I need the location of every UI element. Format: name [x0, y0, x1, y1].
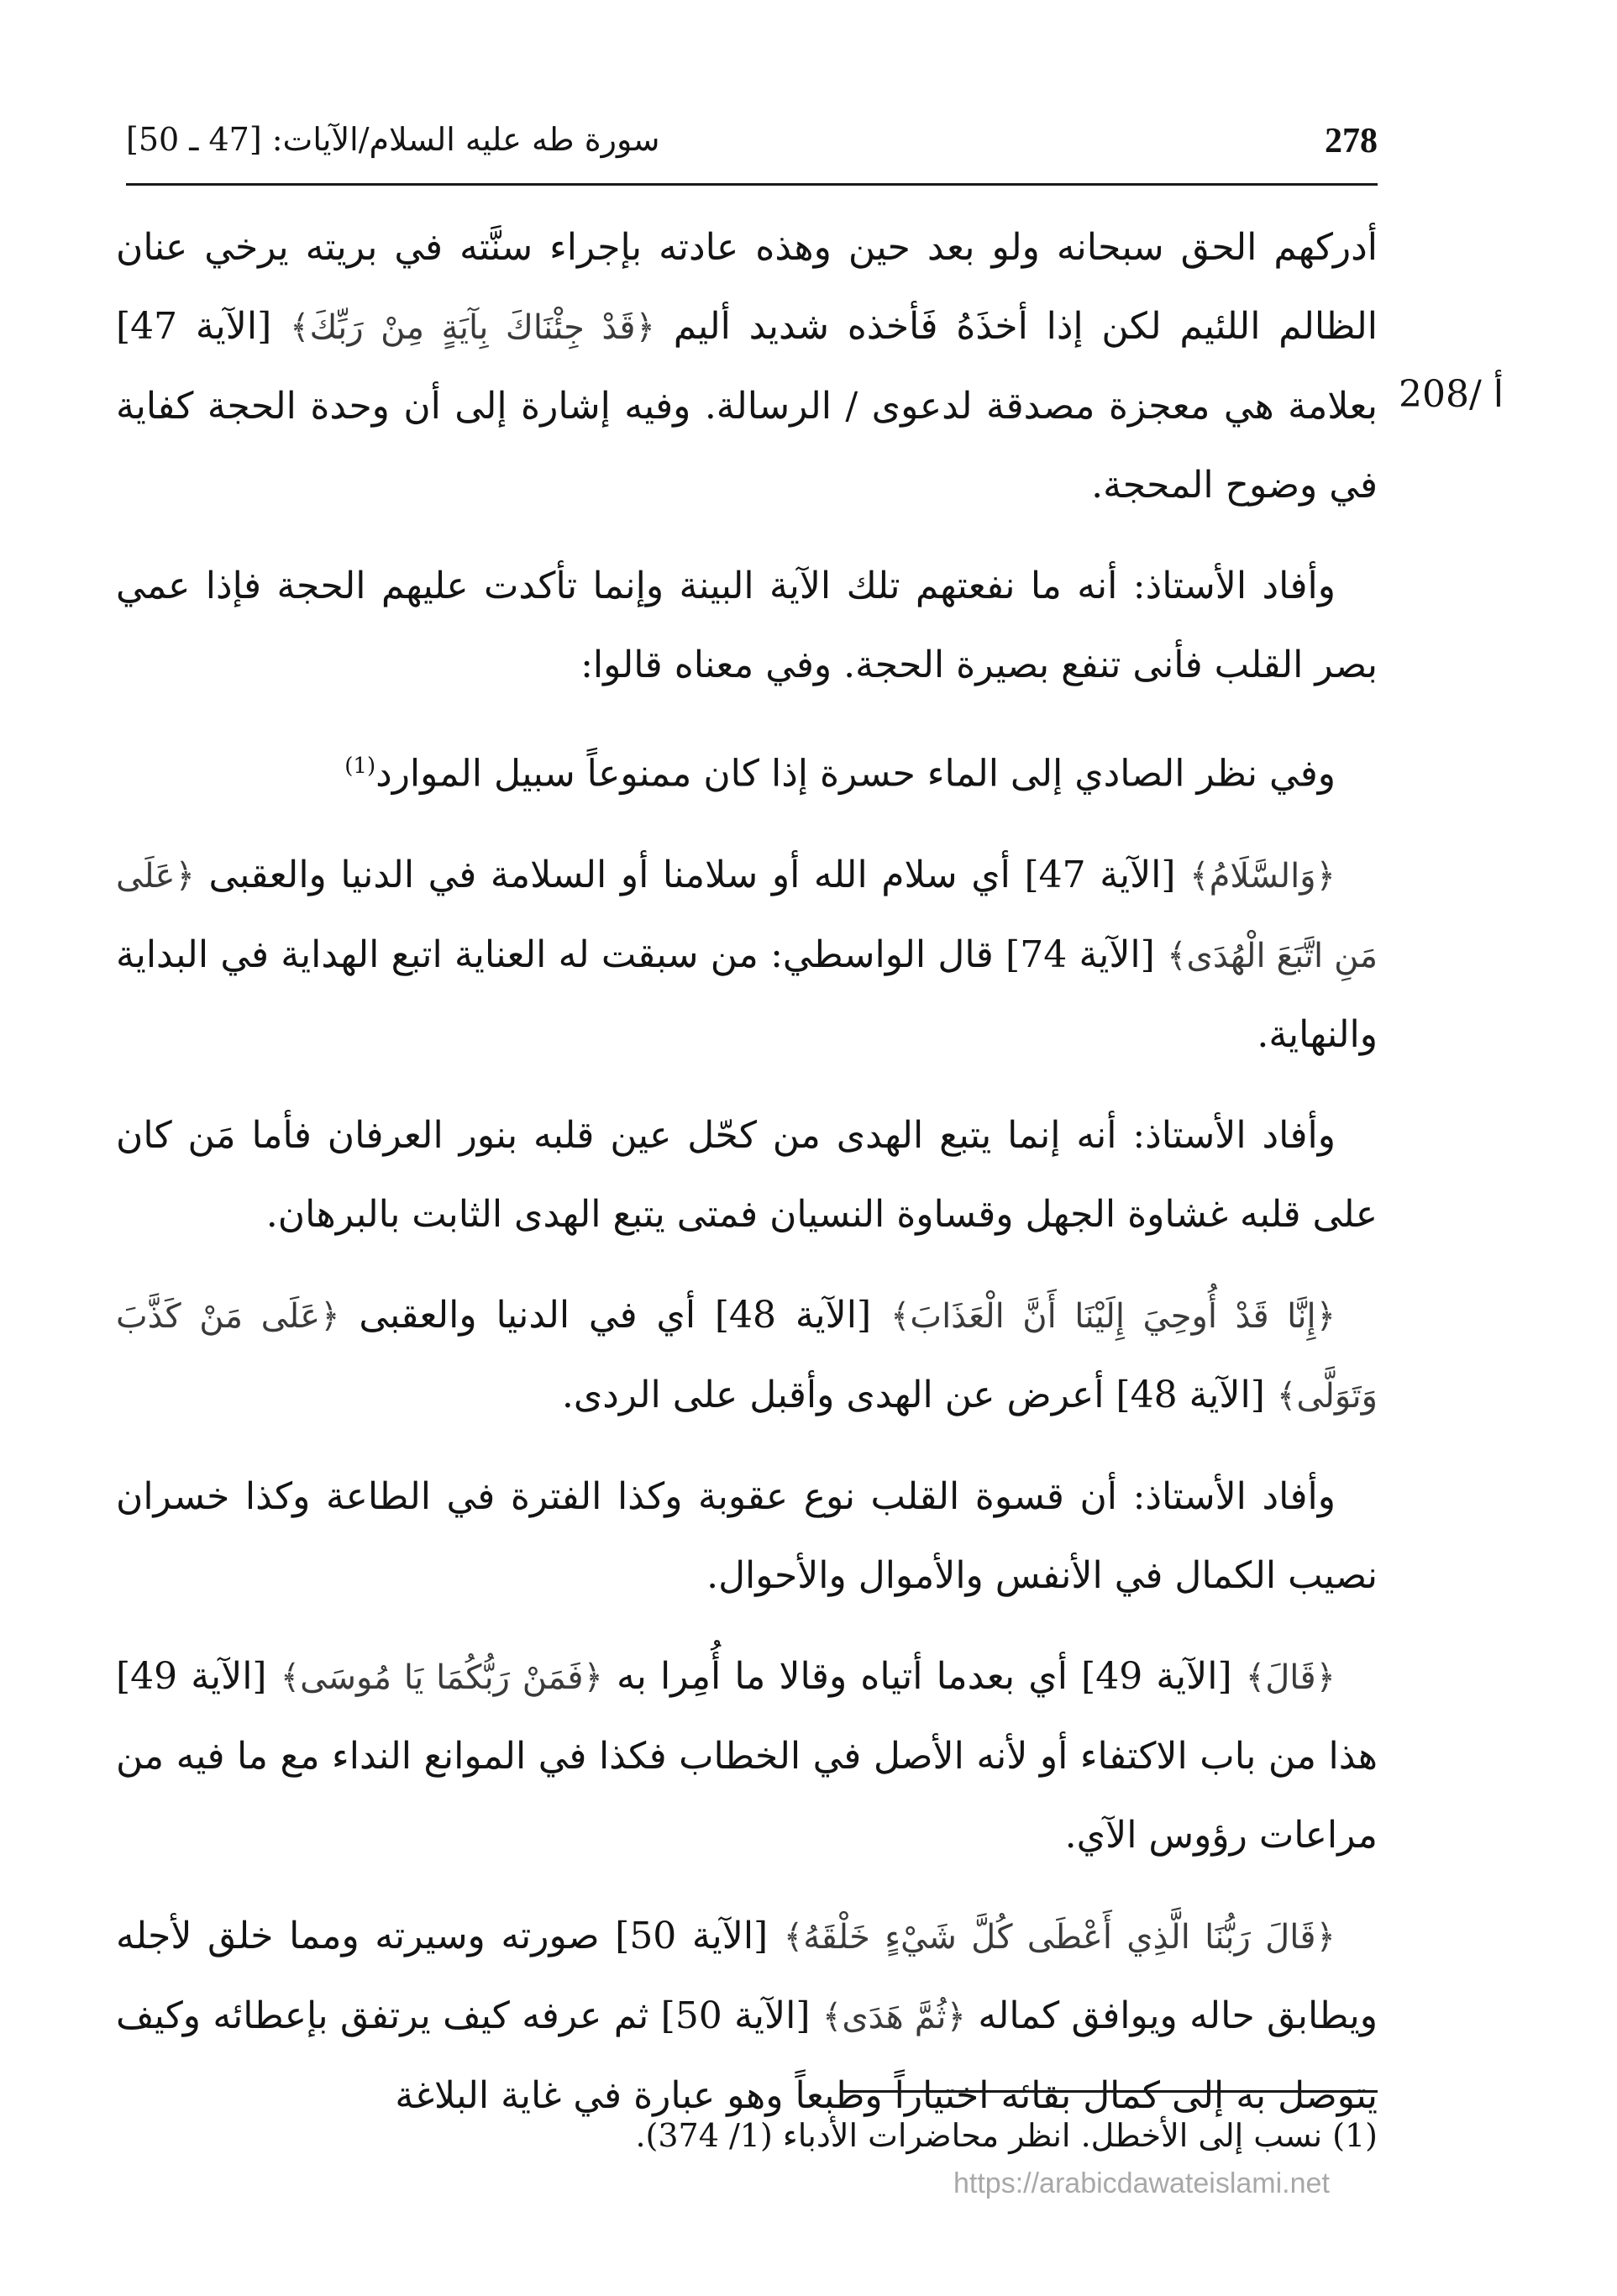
margin-folio-note: 208/ أ — [1399, 373, 1504, 416]
quran-verse-qad-jinaka: ﴿قَدْ جِئْنَاكَ بِآيَةٍ مِنْ رَبِّكَ﴾ — [290, 308, 655, 347]
paragraph-4 — [116, 836, 1378, 1074]
paragraph-4-text-a: [الآية 47] أي سلام الله أو سلامنا أو السلامة في الدنيا والعقبى — [208, 853, 1176, 896]
footnote-marker: (1) — [344, 754, 376, 779]
paragraph-2-text: وأفاد الأستاذ: أنه ما نفعتهم تلك الآية البينة وإنما تأكدت عليهم الحجة فإذا عمي بصر القلب فأنى تنفع بصيرة الحجة. وفي معناه قالوا: — [116, 565, 1378, 686]
paragraph-9 — [116, 1897, 1378, 2136]
poetry-verse — [116, 727, 1378, 814]
paragraph-9-text-b: [الآية 50] ثم عرفه كيف يرتفق بإعطائه وكيف يتوصل به إلى كمال بقائه اختياراً وطبعاً وهو عبارة في غاية البلاغة — [116, 1994, 1378, 2117]
quran-verse-faman-rabbukuma: ﴿فَمَنْ رَبُّكُمَا يَا مُوسَى﴾ — [280, 1658, 603, 1697]
quran-verse-thumma-hada: ﴿ثُمَّ هَدَى﴾ — [822, 1997, 966, 2036]
footnote-rule — [840, 2090, 1378, 2093]
paragraph-8 — [116, 1637, 1378, 1875]
footnote: (1) نسب إلى الأخطل. انظر محاضرات الأدباء (1/ 374). — [635, 2117, 1378, 2154]
paragraph-7-text: وأفاد الأستاذ: أن قسوة القلب نوع عقوبة وكذا الفترة في الطاعة وكذا خسران نصيب الكمال في الأنفس والأموال والأحوال. — [116, 1474, 1378, 1597]
paragraph-6-text-b: [الآية 48] أعرض عن الهدى وأقبل على الردى. — [561, 1373, 1265, 1416]
paragraph-5 — [116, 1096, 1378, 1254]
paragraph-8-text-a: [الآية 49] أي بعدما أتياه وقالا ما أُمِرا به — [617, 1654, 1232, 1698]
header-rule — [126, 183, 1378, 186]
paragraph-5-text: وأفاد الأستاذ: أنه إنما يتبع الهدى من كحّل عين قلبه بنور العرفان فأما مَن كان على قلبه غشاوة الجهل وقساوة النسيان فمتى يتبع الهدى الثابت بالبرهان. — [116, 1113, 1378, 1236]
watermark-url: https://arabicdawateislami.net — [953, 2167, 1330, 2199]
quran-verse-inna-qad-uhiya: ﴿إِنَّا قَدْ أُوحِيَ إِلَيْنَا أَنَّ الْعَذَابَ﴾ — [890, 1296, 1336, 1336]
quran-verse-man-ittaba: ﴿عَلَى مَنِ اتَّبَعَ الْهُدَى﴾ — [116, 856, 1378, 975]
paragraph-1-text-b: [الآية 47] بعلامة هي معجزة مصدقة لدعوى / الرسالة. وفيه إشارة إلى أن وحدة الحجة كفاية في وضوح المحجة. — [116, 305, 1378, 507]
quran-verse-man-kadhdhaba: ﴿عَلَى مَنْ كَذَّبَ وَتَوَلَّى﴾ — [116, 1296, 1378, 1416]
paragraph-7 — [116, 1458, 1378, 1616]
paragraph-8-text-b: [الآية 49] هذا من باب الاكتفاء أو لأنه الأصل في الخطاب فكذا في الموانع النداء مع ما فيه من مراعات رؤوس الآي. — [116, 1654, 1378, 1857]
quran-verse-rabbuna-alladhi: ﴿قَالَ رَبُّنَا الَّذِي أَعْطَى كُلَّ شَيْءٍ خَلْقَهُ﴾ — [783, 1917, 1336, 1957]
quran-verse-wassalam: ﴿وَالسَّلَامُ﴾ — [1189, 856, 1336, 896]
poetry-verse-text: وفي نظر الصادي إلى الماء حسرة إذا كان ممنوعاً سبيل الموارد — [375, 752, 1336, 796]
paragraph-1 — [116, 208, 1378, 525]
paragraph-9-text-a: [الآية 50] صورته وسيرته ومما خلق لأجله ويطابق حاله ويوافق كماله — [116, 1914, 1378, 2037]
running-title: سورة طه عليه السلام/الآيات: [47 ـ 50] — [126, 121, 660, 158]
paragraph-2 — [116, 547, 1378, 705]
quran-verse-qala: ﴿قَالَ﴾ — [1245, 1658, 1336, 1697]
page-header — [126, 118, 1378, 171]
paragraph-1-text-a: أدركهم الحق سبحانه ولو بعد حين وهذه عادته بإجراء سنَّته في بريته يرخي عنان الظالم اللئيم لكن إذا أخذَهُ فَأخذه شديد أليم — [116, 226, 1378, 348]
paragraph-4-text-b: [الآية 74] قال الواسطي: من سبقت له العناية اتبع الهداية في البداية والنهاية. — [116, 933, 1378, 1056]
paragraph-6-text-a: [الآية 48] أي في الدنيا والعقبى — [359, 1293, 872, 1337]
page-number: 278 — [1325, 122, 1378, 160]
paragraph-6 — [116, 1276, 1378, 1436]
main-text — [116, 208, 1378, 2157]
